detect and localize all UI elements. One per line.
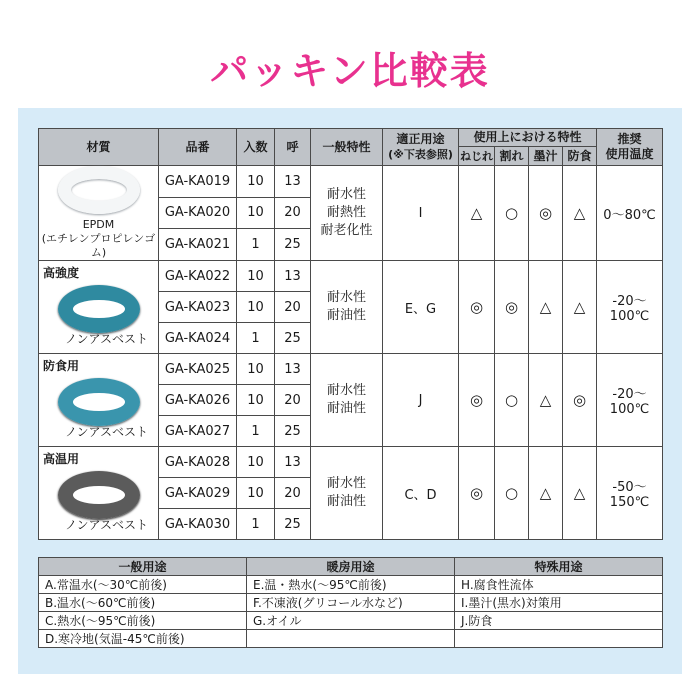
packing-ring-image	[58, 471, 140, 519]
rating-ink: ◎	[529, 166, 563, 261]
material-cell-high-temp	[39, 447, 159, 540]
rating-crack: ○	[495, 354, 529, 447]
header-part: 品番	[159, 129, 237, 166]
nominal-size: 13	[275, 261, 311, 292]
part-number: GA-KA023	[159, 292, 237, 323]
rating-crack: ○	[495, 166, 529, 261]
quantity: 10	[237, 354, 275, 385]
header-special-use: 特殊用途	[455, 558, 663, 576]
rating-twist: ◎	[459, 261, 495, 354]
general-characteristics	[311, 354, 383, 447]
use-item: J.防食	[455, 612, 663, 630]
use-item: H.腐食性流体	[455, 576, 663, 594]
use-item-empty	[247, 630, 455, 648]
material-label: 高温用	[43, 452, 80, 466]
nominal-size: 20	[275, 292, 311, 323]
rating-crack: ◎	[495, 261, 529, 354]
suitable-use: E、G	[383, 261, 459, 354]
part-number: GA-KA025	[159, 354, 237, 385]
recommended-temperature: -20～100℃	[597, 354, 663, 447]
header-general-use: 一般用途	[39, 558, 247, 576]
use-item: A.常温水(～30℃前後)	[39, 576, 247, 594]
part-number: GA-KA024	[159, 323, 237, 354]
quantity: 10	[237, 385, 275, 416]
part-number: GA-KA027	[159, 416, 237, 447]
rating-ink: △	[529, 447, 563, 540]
nominal-size: 13	[275, 354, 311, 385]
spec-item: 耐老化性	[320, 223, 373, 238]
general-characteristics	[311, 447, 383, 540]
use-item: I.墨汁(黒水)対策用	[455, 594, 663, 612]
rating-corrosion: △	[563, 166, 597, 261]
rating-crack: ○	[495, 447, 529, 540]
page-title: パッキン比較表	[210, 49, 490, 93]
header-heating-use: 暖房用途	[247, 558, 455, 576]
material-caption: EPDM	[82, 218, 115, 231]
header-temp	[597, 129, 663, 166]
spec-item: 耐水性	[326, 383, 366, 398]
header-corrosion: 防食	[563, 147, 597, 166]
header-size: 呼	[275, 129, 311, 166]
material-caption-sub: (エチレンプロピレンゴム)	[41, 232, 156, 259]
material-cell-high-strength	[39, 261, 159, 354]
use-item: G.オイル	[247, 612, 455, 630]
part-number: GA-KA021	[159, 229, 237, 261]
quantity: 10	[237, 478, 275, 509]
header-use-line2: (※下表参照)	[388, 148, 453, 161]
part-number: GA-KA029	[159, 478, 237, 509]
header-temp-line2: 使用温度	[605, 147, 654, 161]
part-number: GA-KA028	[159, 447, 237, 478]
part-number: GA-KA026	[159, 385, 237, 416]
spec-item: 耐油性	[326, 308, 366, 323]
header-characteristics: 使用上における特性	[459, 129, 597, 147]
header-qty: 入数	[237, 129, 275, 166]
rating-twist: ◎	[459, 354, 495, 447]
header-general: 一般特性	[311, 129, 383, 166]
quantity: 1	[237, 229, 275, 261]
spec-item: 耐熱性	[326, 205, 366, 220]
part-number: GA-KA022	[159, 261, 237, 292]
use-item-empty	[455, 630, 663, 648]
use-item: C.熱水(～95℃前後)	[39, 612, 247, 630]
nominal-size: 25	[275, 323, 311, 354]
spec-item: 耐水性	[326, 290, 366, 305]
header-temp-line1: 推奨	[617, 132, 642, 146]
header-twist: ねじれ	[459, 147, 495, 166]
quantity: 10	[237, 447, 275, 478]
spec-item: 耐水性	[326, 476, 366, 491]
packing-ring-image	[58, 166, 140, 214]
nominal-size: 25	[275, 416, 311, 447]
use-item: E.温・熱水(～95℃前後)	[247, 576, 455, 594]
packing-ring-image	[58, 285, 140, 333]
nominal-size: 13	[275, 447, 311, 478]
recommended-temperature: -20～100℃	[597, 261, 663, 354]
use-item: B.温水(～60℃前後)	[39, 594, 247, 612]
quantity: 1	[237, 509, 275, 540]
header-ink: 墨汁	[529, 147, 563, 166]
rating-twist: ◎	[459, 447, 495, 540]
general-characteristics	[311, 166, 383, 261]
rating-corrosion: ◎	[563, 354, 597, 447]
recommended-temperature: 0～80℃	[597, 166, 663, 261]
rating-corrosion: △	[563, 261, 597, 354]
header-material: 材質	[39, 129, 159, 166]
header-crack: 割れ	[495, 147, 529, 166]
use-item: D.寒冷地(気温-45℃前後)	[39, 630, 247, 648]
material-caption: ノンアスベスト	[64, 332, 148, 346]
suitable-use: J	[383, 354, 459, 447]
spec-item: 耐油性	[326, 494, 366, 509]
part-number: GA-KA020	[159, 197, 237, 229]
nominal-size: 20	[275, 385, 311, 416]
nominal-size: 13	[275, 166, 311, 198]
material-label: 高強度	[43, 266, 80, 280]
spec-item: 耐水性	[326, 187, 366, 202]
material-caption: ノンアスベスト	[64, 518, 148, 532]
spec-item: 耐油性	[326, 401, 366, 416]
packing-ring-image	[58, 378, 140, 426]
suitable-use: I	[383, 166, 459, 261]
header-use	[383, 129, 459, 166]
quantity: 10	[237, 261, 275, 292]
material-cell-anticorrosion	[39, 354, 159, 447]
quantity: 10	[237, 166, 275, 198]
nominal-size: 20	[275, 197, 311, 229]
suitable-use: C、D	[383, 447, 459, 540]
material-label: 防食用	[43, 359, 80, 373]
part-number: GA-KA019	[159, 166, 237, 198]
recommended-temperature: -50～150℃	[597, 447, 663, 540]
nominal-size: 25	[275, 509, 311, 540]
material-caption: ノンアスベスト	[64, 425, 148, 439]
use-item: F.不凍液(グリコール水など)	[247, 594, 455, 612]
comparison-table	[38, 128, 663, 540]
material-cell-epdm	[39, 166, 159, 261]
nominal-size: 20	[275, 478, 311, 509]
nominal-size: 25	[275, 229, 311, 261]
quantity: 1	[237, 323, 275, 354]
part-number: GA-KA030	[159, 509, 237, 540]
general-characteristics	[311, 261, 383, 354]
rating-ink: △	[529, 354, 563, 447]
quantity: 1	[237, 416, 275, 447]
rating-twist: △	[459, 166, 495, 261]
quantity: 10	[237, 292, 275, 323]
usage-legend-table	[38, 557, 663, 648]
header-use-line1: 適正用途	[396, 132, 445, 146]
rating-corrosion: △	[563, 447, 597, 540]
quantity: 10	[237, 197, 275, 229]
rating-ink: △	[529, 261, 563, 354]
